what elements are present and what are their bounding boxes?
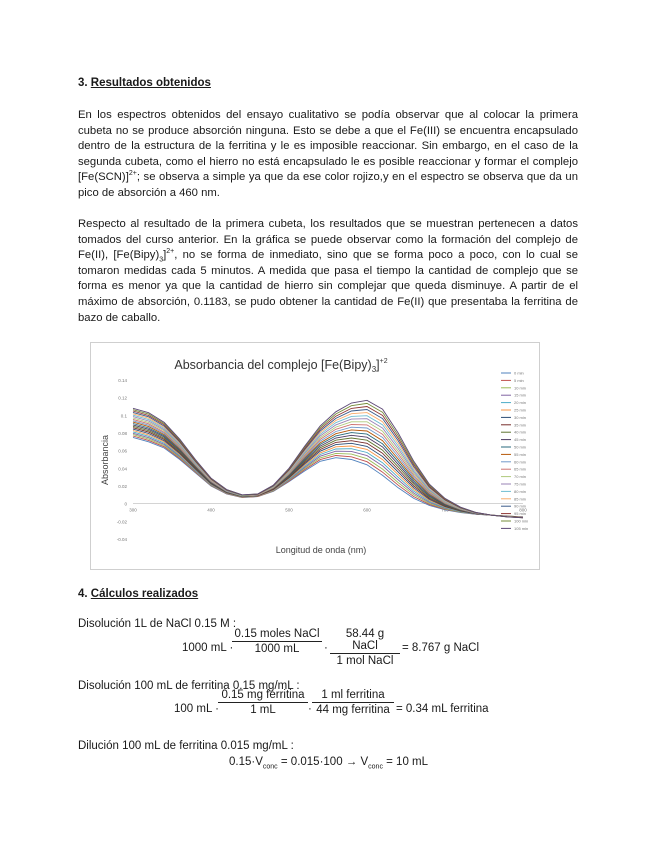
calc-1-f2-num: 58.44 g NaCl: [330, 628, 400, 654]
chart-series-group: [133, 400, 523, 518]
x-tick-label: 800: [519, 507, 527, 513]
legend-label: 50 min: [514, 444, 527, 450]
legend-label: 20 min: [514, 400, 527, 406]
section-4-heading: [78, 588, 198, 600]
section-4-number: 4.: [78, 588, 88, 600]
paragraph-2-text-a: Respecto al resultado de la primera cubeta, los resultados que se muestran pertenecen a datos tomados del curso anterior. En la gráfica se puede observar como la formación del complejo de Fe(II), [Fe(Bipy): [78, 218, 578, 262]
section-3-heading: [78, 77, 211, 89]
calc-2-fraction-2: [312, 689, 394, 716]
legend-label: 30 min: [514, 414, 527, 420]
absorbance-chart-svg: [91, 343, 539, 569]
paragraph-2-sup: 2+: [166, 248, 175, 256]
y-tick-label: -0.04: [116, 537, 127, 542]
legend-label: 70 min: [514, 474, 527, 480]
series-line-50-min: [133, 424, 523, 518]
legend-label: 105 min: [514, 525, 529, 531]
legend-label: 45 min: [514, 437, 527, 443]
calc-2-f1-num: 0.15 mg ferritina: [218, 689, 308, 703]
calc-1-label: Disolución 1L de NaCl 0.15 M :: [78, 618, 237, 630]
calc-1-f1-num: 0.15 moles NaCl: [232, 628, 322, 642]
legend-label: 10 min: [514, 385, 527, 391]
section-3-number: 3.: [78, 77, 88, 89]
series-line-0-min: [133, 437, 523, 517]
x-tick-label: 400: [207, 507, 215, 513]
series-line-25-min: [133, 431, 523, 518]
legend-label: 55 min: [514, 451, 527, 457]
legend-label: 80 min: [514, 488, 527, 494]
paragraph-1-text-a: En los espectros obtenidos del ensayo cualitativo se podía observar que al colocar la primera cubeta no se produce absorción ninguna. Esto se debe a que el Fe(III) se encuentra encapsulado dentro de la estructura de la ferritina y le es imposible reaccionar. Sin embargo, en el caso de la segunda cubeta, como el hierro no está encapsulado le es posible reaccionar y formar el complejo [Fe(SCN)]: [78, 109, 578, 184]
calc-2-f1-den: 1 mL: [250, 704, 276, 716]
series-line-20-min: [133, 432, 523, 517]
absorbance-chart: [90, 342, 540, 570]
calc-1-f2-den: 1 mol NaCl: [336, 655, 394, 667]
legend-label: 40 min: [514, 429, 527, 435]
series-line-10-min: [133, 435, 523, 517]
calc-1-fraction-2: [330, 628, 400, 667]
calc-1-result: = 8.767 g NaCl: [402, 642, 480, 654]
legend-label: 65 min: [514, 466, 527, 472]
y-tick-label: -0.02: [116, 519, 127, 525]
calc-3-label: Dilución 100 mL de ferritina 0.015 mg/mL :: [78, 740, 294, 752]
calc-1-lead: 1000 mL ·: [182, 642, 234, 654]
x-tick-label: 700: [441, 507, 449, 513]
y-tick-label: 0.02: [118, 484, 127, 489]
legend-label: 75 min: [514, 481, 527, 487]
paragraph-2-text-b: , no se forma de inmediato, sino que se forma poco a poco, con lo cual se tomaron medidas cada 5 minutos. A medida que pasa el tiempo la cantidad de complejo que se forma es menor ya que la cantidad de hierro sin complejar que queda disminuye. A partir de el máximo de absorción, 0.1183, se pudo obtener la cantidad de Fe(II) que presentaba la ferritina de bazo de caballo.: [78, 249, 578, 324]
calc-2-f2-den: 44 mg ferritina: [316, 704, 390, 716]
calc-2-lead: 100 mL ·: [174, 703, 219, 715]
calc-1-dot: ·: [324, 642, 328, 654]
section-3-title: Resultados obtenidos: [90, 77, 211, 89]
legend-label: 15 min: [514, 392, 527, 398]
section-4-title: Cálculos realizados: [90, 588, 199, 600]
calc-2-label: Disolución 100 mL de ferritina 0.15 mg/mL :: [78, 680, 300, 692]
legend-label: 0 min: [514, 370, 524, 376]
paragraph-1: [78, 108, 578, 202]
chart-xlabel: Longitud de onda (nm): [275, 545, 367, 555]
legend-label: 90 min: [514, 503, 527, 509]
x-tick-label: 500: [285, 507, 293, 513]
legend-label: 35 min: [514, 422, 527, 428]
x-tick-label: 600: [363, 507, 371, 513]
legend-label: 95 min: [514, 511, 527, 517]
y-tick-label: 0: [124, 501, 127, 507]
legend-label: 5 min: [514, 377, 524, 383]
paragraph-2-sub: 3: [159, 256, 164, 264]
chart-ylabel: Absorbancia: [100, 434, 110, 486]
calc-2-dot: ·: [308, 703, 312, 715]
x-tick-label: 300: [129, 507, 137, 513]
calc-2-fraction-1: [218, 689, 308, 716]
paragraph-1-sup: 2+: [128, 170, 137, 178]
calc-1-f1-den: 1000 mL: [254, 643, 300, 655]
y-tick-label: 0.06: [118, 448, 127, 454]
calc-2-f2-num: 1 ml ferritina: [312, 689, 394, 703]
calc-2-result: = 0.34 mL ferritina: [396, 703, 489, 715]
y-tick-label: 0.04: [118, 466, 127, 472]
y-tick-label: 0.14: [118, 378, 127, 383]
y-tick-label: 0.12: [118, 395, 127, 401]
calc-3-equation: $0.15\cdot V_{conc} = 0.015\cdot 100 \to V_{conc} = 10$ mL: [229, 756, 429, 771]
chart-legend: [501, 371, 528, 531]
paragraph-1-text-b: ; se observa a simple ya que da ese color rojizo,y en el espectro se observa que da un pico de absorción a 460 nm.: [78, 171, 578, 199]
y-tick-label: 0.1: [120, 413, 127, 419]
y-tick-label: 0.08: [118, 431, 127, 436]
chart-title: Absorbancia del complejo $[Fe(Bipy)_3]^{+2}$: [174, 358, 388, 374]
legend-label: 100 min: [514, 518, 529, 524]
legend-label: 60 min: [514, 459, 527, 465]
paragraph-2: Respecto al resultado de la primera cubeta, los resultados que se muestran pertenecen a datos tomados del curso anterior. En la gráfica se puede observar como la formación del complejo de Fe(II), $[Fe(Bipy)_3]^{2+}$, no se forma de inmediato, sino que se forma poco a poco, con lo cual se tomaron medidas cada 5 minutos. A medida que pasa el tiempo la cantidad de complejo que se forma es menor ya que la cantidad de hierro sin complejar que queda disminuye. A partir de el máximo de absorción, 0.1183, se pudo obtener la cantidad de Fe(II) que presentaba la ferritina de bazo de caballo.: [78, 218, 578, 324]
calc-1-fraction-1: [232, 628, 322, 655]
legend-label: 25 min: [514, 407, 527, 413]
legend-label: 85 min: [514, 496, 527, 502]
